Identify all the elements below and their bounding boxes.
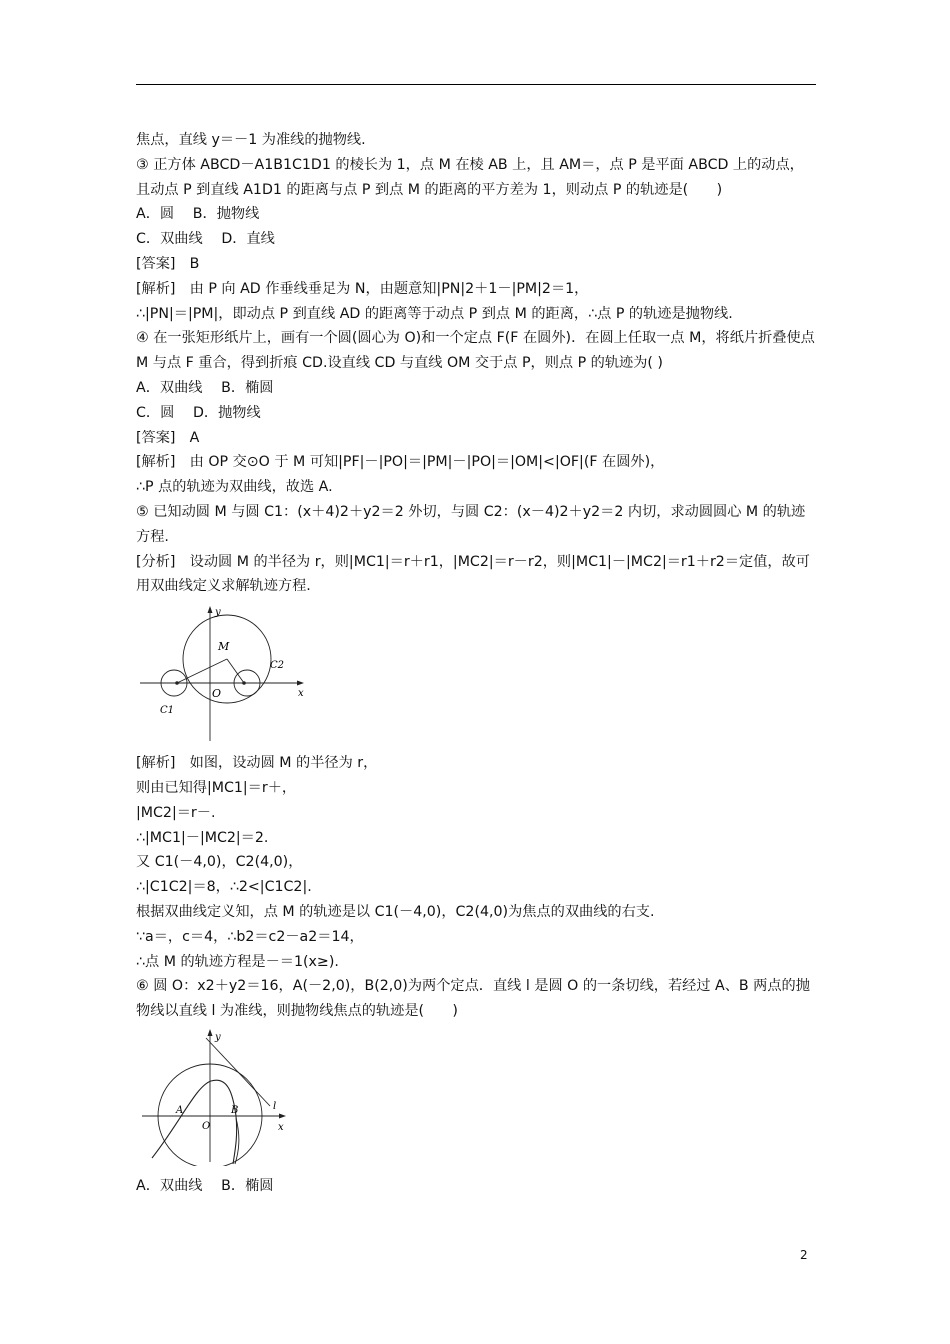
text-line: ∴P 点的轨迹为双曲线，故选 A. — [136, 479, 333, 496]
y-axis-arrow — [208, 606, 213, 613]
label-c1: C1 — [160, 705, 175, 717]
text-line: C．双曲线 D．直线 — [136, 231, 275, 248]
label-l: l — [273, 1100, 277, 1112]
point-c1 — [175, 681, 179, 685]
text-line: [解析] 由 OP 交⊙O 于 M 可知|PF|－|PO|＝|PM|－|PO|＝|OM|<|OF|(F 在圆外)， — [136, 454, 665, 471]
text-line: ④ 在一张矩形纸片上，画有一个圆(圆心为 O)和一个定点 F(F 在圆外)．在圆上任取一点 M，将纸片折叠使点 M 与点 F 重合，得到折痕 CD.设直线 CD 与直线 OM 交于点 P，则点 P 的轨迹为( ) — [136, 330, 815, 372]
header-rule — [136, 84, 816, 85]
tangent-line-l — [206, 1038, 270, 1106]
text-line: A．圆 B．抛物线 — [136, 206, 260, 223]
text-line: 焦点，直线 y＝－1 为准线的抛物线. — [136, 132, 366, 148]
label-y: y — [215, 607, 221, 619]
label-b: B — [231, 1104, 239, 1116]
x-axis-arrow — [279, 1113, 286, 1118]
page-number: 2 — [800, 1248, 808, 1262]
page-content — [136, 128, 816, 1199]
text-line: A．双曲线 B．椭圆 — [136, 379, 274, 396]
label-c2: C2 — [270, 660, 285, 672]
text-line: [分析] 设动圆 M 的半径为 r，则|MC1|＝r＋r1，|MC2|＝r－r2，则|MC1|－|MC2|＝r1＋r2＝定值，故可用双曲线定义求解轨迹方程. — [136, 553, 810, 595]
label-m: M — [218, 640, 230, 654]
text-line: [解析] 如图，设动圆 M 的半径为 r， — [136, 755, 378, 772]
text-line: ⑤ 已知动圆 M 与圆 C1：(x＋4)2＋y2＝2 外切，与圆 C2：(x－4)2＋y2＝2 内切，求动圆圆心 M 的轨迹方程. — [136, 503, 806, 545]
point-c2 — [242, 681, 246, 685]
text-line: 又 C1(－4,0)，C2(4,0)， — [136, 854, 303, 871]
parabola-figure — [136, 1026, 306, 1166]
text-line: C．圆 D．抛物线 — [136, 404, 261, 421]
text-line: ∴点 M 的轨迹方程是－＝1(x≥). — [136, 953, 339, 970]
text-line: ∴|C1C2|＝8，∴2<|C1C2|. — [136, 879, 312, 896]
text-line: |MC2|＝r－. — [136, 804, 216, 821]
parabola-curve — [152, 1080, 237, 1164]
text-line: A．双曲线 B．椭圆 — [136, 1177, 274, 1194]
label-y: y — [215, 1031, 221, 1043]
text-line: ∴|MC1|－|MC2|＝2. — [136, 829, 269, 846]
text-line: 则由已知得|MC1|＝r＋， — [136, 779, 297, 796]
text-line: 根据双曲线定义知，点 M 的轨迹是以 C1(－4,0)，C2(4,0)为焦点的双曲线的右支. — [136, 903, 655, 920]
label-a: A — [176, 1104, 184, 1116]
label-x: x — [278, 1121, 284, 1133]
text-line: ③ 正方体 ABCD－A1B1C1D1 的棱长为 1，点 M 在棱 AB 上，且 AM＝，点 P 是平面 ABCD 上的动点，且动点 P 到直线 A1D1 的距离与点 P 到点 M 的距离的平方差为 1，则动点 P 的轨迹是( ) — [136, 156, 804, 198]
y-axis-arrow — [208, 1029, 213, 1036]
text-line: ∴|PN|＝|PM|，即动点 P 到直线 AD 的距离等于动点 P 到点 M 的距离，∴点 P 的轨迹是抛物线. — [136, 305, 733, 322]
text-line: [答案] A — [136, 429, 200, 446]
x-axis-arrow — [297, 681, 304, 686]
label-x: x — [298, 688, 304, 700]
label-o: O — [212, 687, 222, 701]
circles-figure — [136, 603, 316, 745]
text-line: ∵a＝，c＝4，∴b2＝c2－a2＝14， — [136, 928, 364, 945]
text-line: [解析] 由 P 向 AD 作垂线垂足为 N，由题意知|PN|2＋1－|PM|2＝1， — [136, 280, 589, 297]
text-line: ⑥ 圆 O：x2＋y2＝16，A(－2,0)，B(2,0)为两个定点．直线 l 是圆 O 的一条切线，若经过 A、B 两点的抛物线以直线 l 为准线，则抛物线焦点的轨迹是( ) — [136, 978, 810, 1020]
label-o: O — [202, 1120, 211, 1132]
text-line: [答案] B — [136, 255, 200, 272]
